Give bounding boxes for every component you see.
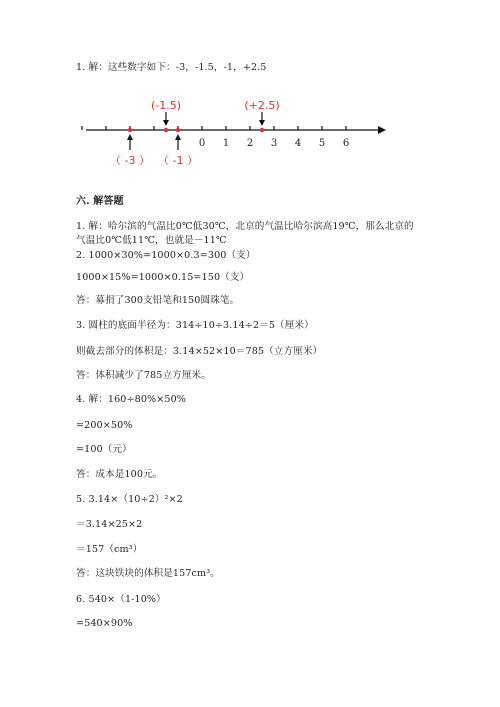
q4-line-3: =100（元） [76,444,132,455]
tick-label: 5 [318,138,326,149]
point-arrowhead [163,120,169,126]
q3-answer: 答：体积减少了785立方厘米。 [76,370,211,381]
point-label: （ -3 ） [110,154,150,167]
q3-line-2: 则截去部分的体积是：3.14×52×10＝785（立方厘米） [76,346,323,357]
tick-label: 1 [222,138,230,149]
q4-answer: 答：成本是100元。 [76,469,163,480]
tick-label: 4 [294,138,302,149]
number-line [80,92,390,172]
tick-label: 3 [270,138,278,149]
q4-line-2: =200×50% [76,420,133,431]
q6-line-1: 6. 540×（1-10%） [76,594,166,605]
point-marker [164,128,168,132]
point-marker [260,128,264,132]
tick-label: 2 [246,138,254,149]
point-arrowhead [175,134,181,140]
q2-answer: 答：募捐了300支铅笔和150圆珠笔。 [76,295,240,306]
q1-line-2: 气温比0℃低11℃，也就是－11℃ [76,235,227,246]
section-heading: 六. 解答题 [76,196,124,207]
axis-arrowhead [378,126,386,134]
q2-line-1: 2. 1000×30%=1000×0.3=300（支） [76,250,256,261]
q3-line-1: 3. 圆柱的底面半径为：314÷10÷3.14÷2＝5（厘米） [76,320,314,331]
tick-label: 6 [342,138,350,149]
point-marker [176,128,180,132]
tick-label: 0 [198,138,206,149]
q5-line-3: ＝157（cm³） [76,544,143,555]
point-label: (+2.5) [244,99,280,112]
q5-line-2: ＝3.14×25×2 [76,519,143,530]
q5-line-1: 5. 3.14×（10÷2）²×2 [76,494,183,505]
point-label: (-1.5) [150,99,182,112]
q5-answer: 答：这块铁块的体积是157cm³。 [76,568,220,579]
point-arrowhead [127,134,133,140]
point-arrowhead [259,120,265,126]
q2-line-2: 1000×15%=1000×0.15=150（支） [76,272,250,283]
q6-line-2: =540×90% [76,618,133,629]
point-label: （ -1 ） [158,154,198,167]
q1-line-1: 1. 解：哈尔滨的气温比0℃低30℃，北京的气温比哈尔滨高19℃，那么北京的 [76,221,414,232]
q4-line-1: 4. 解：160÷80%×50% [76,394,187,405]
point-marker [128,128,132,132]
answer-1-text: 1. 解：这些数字如下：-3，-1.5，-1，+2.5 [76,62,267,73]
